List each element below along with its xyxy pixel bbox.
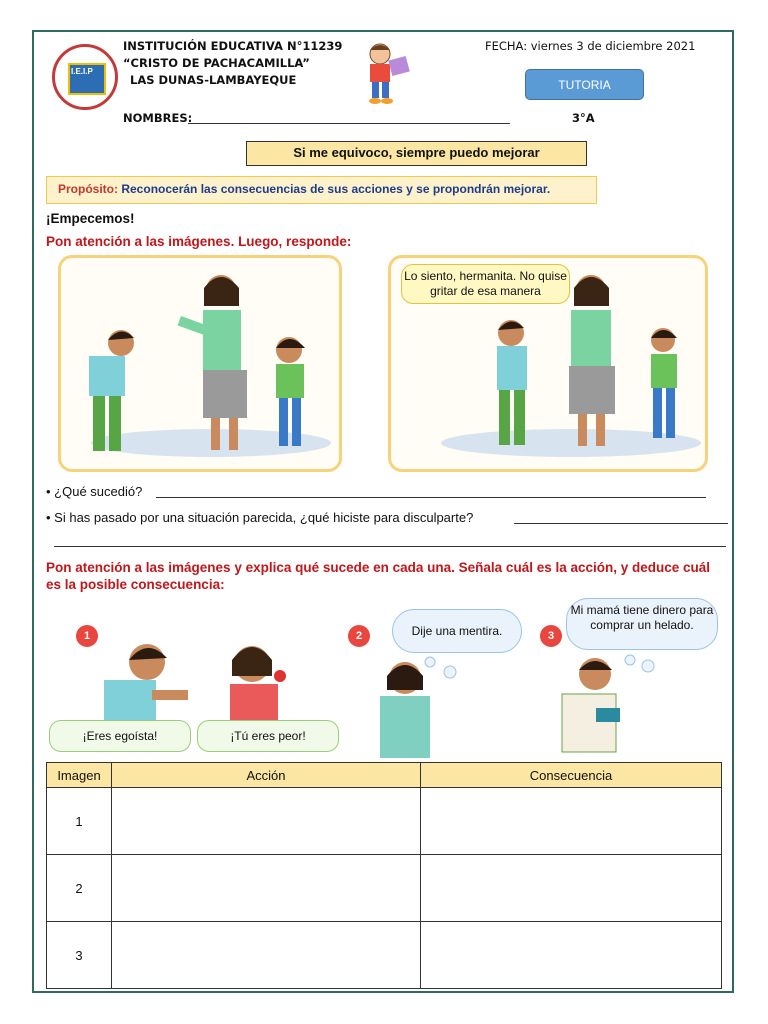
purpose-text: Reconocerán las consecuencias de sus acciones y se propondrán mejorar. <box>121 182 551 196</box>
scene-panel-1 <box>58 255 342 472</box>
names-label: NOMBRES: <box>123 111 193 125</box>
row-number: 3 <box>47 922 112 989</box>
apology-speech-bubble: Lo siento, hermanita. No quise gritar de esa manera <box>401 264 570 304</box>
header-action: Acción <box>112 763 421 788</box>
child-illustration <box>350 40 420 108</box>
header-image: Imagen <box>47 763 112 788</box>
thought-bubble-money: Mi mamá tiene dinero para comprar un helado. <box>566 598 718 650</box>
answer-line-1[interactable] <box>156 497 706 498</box>
question-2: • Si has pasado por una situación parecida, ¿qué hiciste para disculparte? <box>46 510 474 525</box>
speech-bubble-selfish: ¡Eres egoísta! <box>49 720 191 752</box>
scene-3-number: 3 <box>540 625 562 647</box>
grade-label: 3°A <box>572 111 595 125</box>
scene-2-number: 2 <box>348 625 370 647</box>
action-cell[interactable] <box>112 922 421 989</box>
subject-badge: TUTORIA <box>525 69 644 100</box>
scene-1-number: 1 <box>76 625 98 647</box>
header-consequence: Consecuencia <box>421 763 722 788</box>
arguing-children-illustration <box>82 632 307 722</box>
family-scene-illustration <box>61 258 339 469</box>
instruction-2: Pon atención a las imágenes y explica qué sucede en cada una. Señala cuál es la acción, y deduce cuál es la posible consecuencia: <box>46 560 711 592</box>
consequence-cell[interactable] <box>421 788 722 855</box>
boy-with-wallet-illustration <box>552 648 662 758</box>
school-location: LAS DUNAS-LAMBAYEQUE <box>130 73 297 87</box>
table-row <box>47 788 722 855</box>
answer-line-2[interactable] <box>514 523 728 524</box>
school-name: INSTITUCIÓN EDUCATIVA N°11239 <box>123 39 343 53</box>
school-logo: I.E.I.P <box>52 44 118 110</box>
school-motto: “CRISTO DE PACHACAMILLA” <box>123 56 310 70</box>
answer-line-3[interactable] <box>54 546 726 547</box>
question-1: • ¿Qué sucedió? <box>46 484 143 499</box>
response-table <box>46 762 722 989</box>
thought-bubble-lie: Dije una mentira. <box>392 609 522 653</box>
date-label: FECHA: viernes 3 de diciembre 2021 <box>485 39 696 53</box>
names-field[interactable] <box>188 123 510 124</box>
speech-bubble-worse: ¡Tú eres peor! <box>197 720 339 752</box>
consequence-cell[interactable] <box>421 922 722 989</box>
purpose-box <box>46 176 597 204</box>
action-cell[interactable] <box>112 788 421 855</box>
section-heading: ¡Empecemos! <box>46 211 135 226</box>
instruction-1: Pon atención a las imágenes. Luego, responde: <box>46 234 352 249</box>
girl-thinking-illustration <box>370 650 460 758</box>
consequence-cell[interactable] <box>421 855 722 922</box>
row-number: 1 <box>47 788 112 855</box>
page-title: Si me equivoco, siempre puedo mejorar <box>246 141 587 166</box>
table-row <box>47 855 722 922</box>
row-number: 2 <box>47 855 112 922</box>
table-row <box>47 922 722 989</box>
purpose-label: Propósito: <box>58 182 118 196</box>
action-cell[interactable] <box>112 855 421 922</box>
